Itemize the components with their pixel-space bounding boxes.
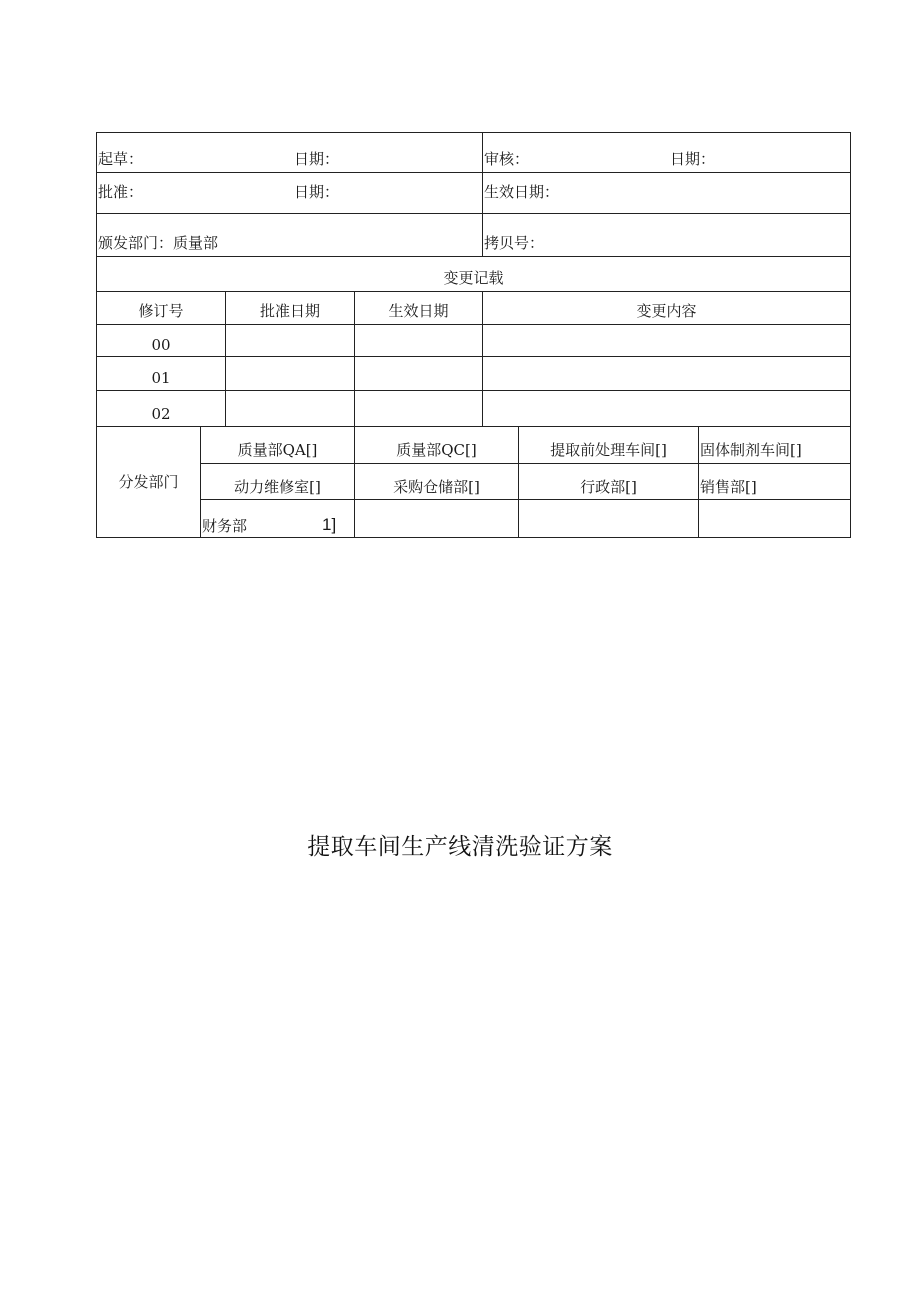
document-title: 提取车间生产线清洗验证方案	[307, 834, 613, 860]
dist-maintenance: 动力维修室[]	[234, 478, 321, 496]
approver-label: 批准：	[98, 183, 144, 201]
dist-purchasing-storage: 采购仓储部[]	[393, 478, 480, 496]
copy-number-label: 拷贝号：	[484, 234, 545, 252]
dist-administration: 行政部[]	[580, 478, 637, 496]
revision-number: 01	[151, 369, 171, 387]
column-header-revision: 修订号	[138, 302, 184, 320]
draft-date-label: 日期：	[294, 150, 340, 168]
dist-finance-mark: 1]	[322, 515, 337, 534]
dist-sales: 销售部[]	[700, 478, 757, 496]
revision-number: 00	[151, 336, 171, 354]
dist-qc: 质量部QC[]	[396, 441, 477, 459]
column-header-change-content: 变更内容	[636, 302, 697, 320]
change-record-title: 变更记载	[443, 269, 504, 287]
column-header-approve-date: 批准日期	[259, 302, 320, 320]
dist-finance: 财务部	[202, 517, 248, 535]
dist-solid-prep-workshop: 固体制剂车间[]	[700, 441, 802, 459]
issuing-department: 颁发部门：质量部	[98, 234, 219, 252]
effective-date-label: 生效日期：	[484, 183, 560, 201]
distribution-label: 分发部门	[118, 473, 179, 491]
dist-extraction-workshop: 提取前处理车间[]	[550, 441, 667, 459]
column-header-effective-date: 生效日期	[388, 302, 449, 320]
approve-date-label: 日期：	[294, 183, 340, 201]
drafter-label: 起草：	[98, 150, 144, 168]
reviewer-label: 审核：	[484, 150, 530, 168]
revision-number: 02	[151, 405, 171, 423]
dist-qa: 质量部QA[]	[237, 441, 318, 459]
review-date-label: 日期：	[670, 150, 716, 168]
